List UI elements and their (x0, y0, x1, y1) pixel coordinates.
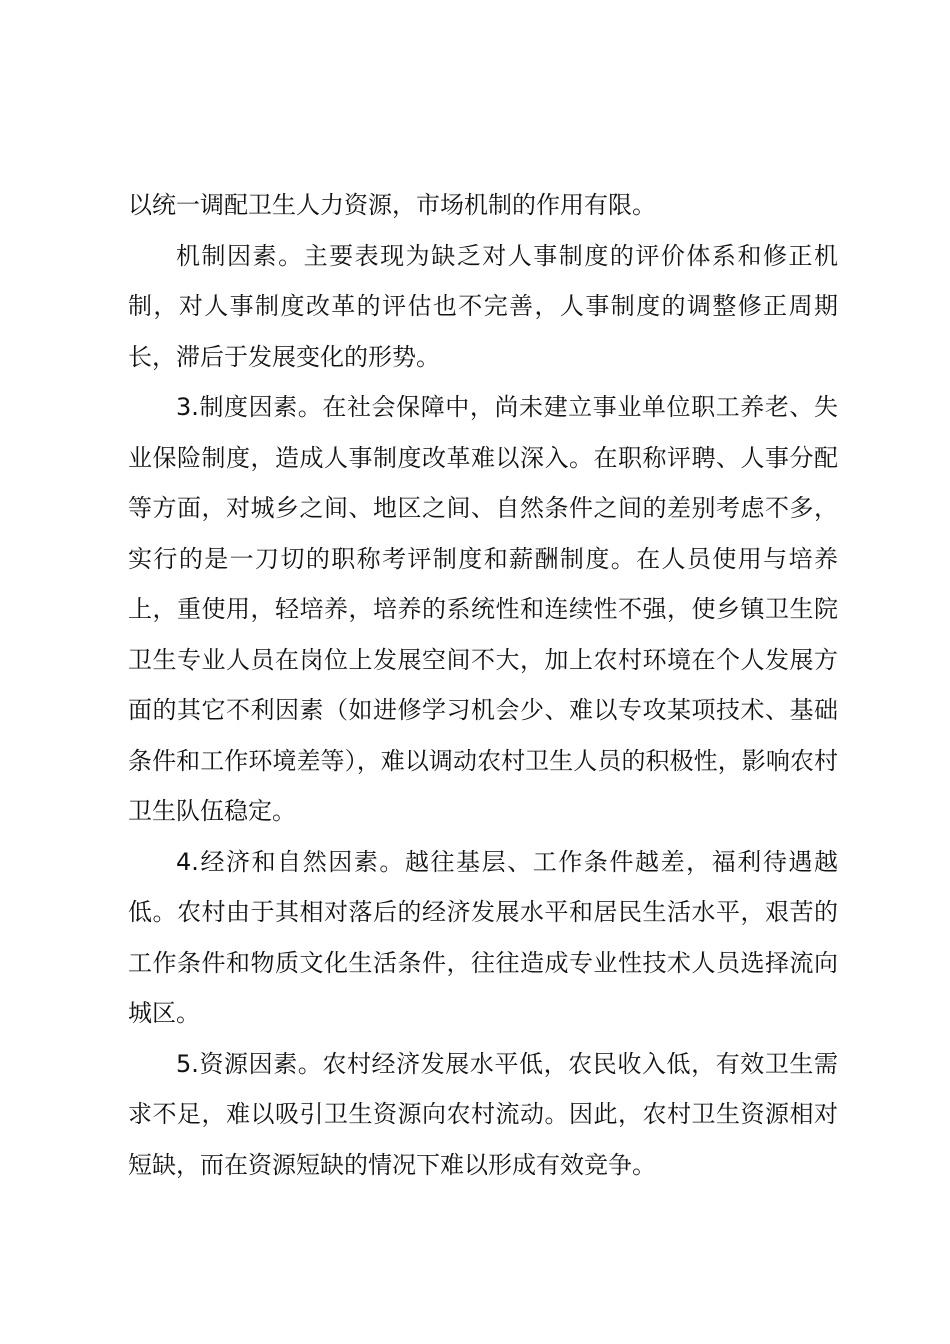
paragraph-institutional-factor: 3.制度因素。在社会保障中，尚未建立事业单位职工养老、失业保险制度，造成人事制度改革难以深入。在职称评聘、人事分配等方面，对城乡之间、地区之间、自然条件之间的差别考虑不多，实行的是一刀切的职称考评制度和薪酬制度。在人员使用与培养上，重使用，轻培养，培养的系统性和连续性不强，使乡镇卫生院卫生专业人员在岗位上发展空间不大，加上农村环境在个人发展方面的其它不利因素（如进修学习机会少、难以专攻某项技术、基础条件和工作环境差等），难以调动农村卫生人员的积极性，影响农村卫生队伍稳定。 (128, 393, 838, 825)
document-body (128, 180, 838, 1190)
paragraph-economic-natural-factor: 4.经济和自然因素。越往基层、工作条件越差，福利待遇越低。农村由于其相对落后的经济发展水平和居民生活水平，艰苦的工作条件和物质文化生活条件，往往造成专业性技术人员选择流向城区。 (128, 847, 838, 1027)
paragraph-mechanism-factor: 机制因素。主要表现为缺乏对人事制度的评价体系和修正机制，对人事制度改革的评估也不完善，人事制度的调整修正周期长，滞后于发展变化的形势。 (128, 241, 838, 371)
paragraph-continuation: 以统一调配卫生人力资源，市场机制的作用有限。 (128, 191, 656, 219)
paragraph-resource-factor: 5.资源因素。农村经济发展水平低，农民收入低，有效卫生需求不足，难以吸引卫生资源向农村流动。因此，农村卫生资源相对短缺，而在资源短缺的情况下难以形成有效竞争。 (128, 1049, 838, 1179)
